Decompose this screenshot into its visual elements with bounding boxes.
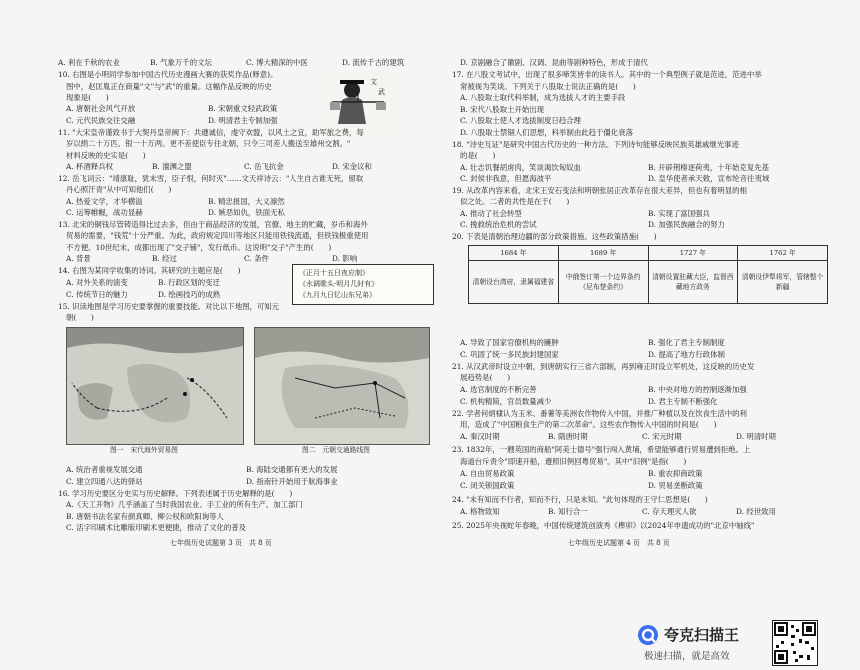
exam-page: A. 利在千秋的农业 B. 气象万千的文坛 C. 博大精深的中医 D. 流传千古的建筑 10. 右图是小明同学参加中国古代历史漫画大赛的获奖作品(释意)。 图中，赵匡胤正在商量"文"与"武"的重量。这幅作品反映的历史 现象是( ) A. 唐朝社会风气开放 B. 宋朝重文轻武政策 C. 元代民族交往交融 D. 明清君主专制加强 文 武 11. "大宋皇帝谨致书于大契丹皇帝阙下：共遵诚信，虔守欢盟，以风土之宜，助军旅之费，每 岁以绢二十万匹、银一十万两。更不差使臣专往北朝，只令三司差人搬送至雄州交割。" 材料反映的史实是( ) A. 杯酒释兵权 B. 澶渊之盟 C. 岳飞抗金 D. 宋金议和 12. 岳飞词云："靖康耻，犹未雪，臣子恨，何时灭"……文天祥诗云："人生自古谁无死，留取 丹心照汗青"从中可知他们( ) A. 热爱文学，才华横溢 B. 精忠报国，大义凛然 C. 运筹帷幄，战功显赫 D. 嫉恶如仇，铁面无私 13. 北宋的铜钱尽管铸造得比过去多，但由于商品经济的发展，官僚、地主的贮藏，岁币和海外 贸易的需要，"钱荒"十分严重。为此，政府规定四川等地区只能用铁钱流通，但铁钱极重使用 不方便。10世纪末，成都出现了"交子铺"，发行纸币。这说明"交子"产生的( ) A. 背景 B. 经过 C. 条件 D. 影响 14. 右图为某同学收集的诗词。其研究的主题应是( ) A. 对外关系的演变 B. 行政区划的变迁 C. 传统节日的魅力 D. 绘画技巧的成熟 《正月十五日夜应制》 《水调歌头·明月几时有》 《九月九日忆山东兄弟》 15. 识读地图是学习历史要掌握的重要技能。对比以下地图，可知元 朝( ) 图一 宋代海外贸易图 图二 元朝交通路线图 A. 统治者重视发展交通 B. 海陆交通都有更大的发展 C. 建立四通八达的驿站 D. 指南针开始用于航海事业 16. 学习历史要区分史实与历史解释。下列表述属于历史解释的是( ) A.《天工开物》几乎涵盖了当时我国农业、手工业的所有生产、加工部门 B. 唐朝书法名家有颜真卿、柳公权和欧阳询等人 C. 活字印刷术比雕版印刷术更便捷，推动了文化的普及 七年级历史试题第 3 页 共 8 页 D. 京剧融合了徽剧、汉调、昆曲等剧种特色，形成于清代 17. 在八股文考试中，出现了很多啼笑皆非的读书人。其中的一个典型例子就是范进，范进中举 常被视为笑谈。下列关于八股取士说法正确的是( ) A. 八股取士取代科举制，成为选拔人才的主要手段 B. 宋代八股取士开始出现 C. 八股取士使人才选拔制度日趋合理 D. 八股取士禁锢人们思想，科举制由此趋于僵化衰落 18. "诗史互证"是研究中国古代历史的一种方法。下列诗句能够反映民族英雄戚继光事迹 的是( ) A. 壮志饥餐胡虏肉，笑谈渴饮匈奴血 B. 开辟荆榛逐荷夷，十年始克复先基 C. 封侯非我意，但愿海波平 D. 皇华使者承天敕，宣布纶音往夷域 19. 从改革内容来看，北宋王安石变法和明朝张居正改革存在很大差异，但也有着明显的相 似之处。二者的共性是在于( ) A. 推动了社会转型 B. 实现了富国强兵 C. 挽救统治危机的尝试 D. 加强民族融合的努力 20. 下表是清朝治理边疆的部分政策措施。这些政策措施( ) 1684 年 1689 年 1727 年 1762 年 清朝设台湾府，隶属福建省 中俄签订第一个边界条约《尼布楚条约》 清朝设置驻藏大臣，监督西藏地方政务 清朝设伊犁将军，管辖整个新疆 A. 导致了国家官僚机构的臃肿 B. 强化了君主专制制度 C. 巩固了统一多民族封建国家 D. 提高了地方行政体制 21. 从汉武帝时设立中朝，到唐朝实行三省六部制，再到雍正时设立军机处，这反映的历史发 展趋势是( ) A. 选官制度的不断完善 B. 中央对地方的控制逐渐加强 C. 机构精简，官员数量减少 D. 君主专制不断强化 22. 学者何炳棣认为玉米、番薯等美洲农作物传入中国，并推广种植以及在饮食生活中的利 用，造成了"中国粮食生产的第二次革命"。这些农作物传入中国的时间是( ) A. 秦汉时期 B. 隋唐时期 C. 宋元时期 D. 明清时期 23. 1832年，一艘英国的商船"阿美士德号"强行闯入黄埔，希望能够通行贸易遭到拒绝。上 海道台斥责令"即速开船，遵照旧例回粤贸易"。其中"旧例"是指( ) A. 自由贸易政策 B. 重农抑商政策 C. 闭关锁国政策 D. 贸易垄断政策 24. "未有知而不行者，知而不行，只是未知。"此句体现的王守仁思想是( ) A. 格物致知 B. 知行合一 C. 存天理灭人欲 D. 经世致用 25. 2025年央视蛇年春晚，中国传统建筑创演秀《榫卯》以2024年申遗成功的"北京中轴线" 七年级历史试题第 4 页 共 8 页 夸克扫描王 极速扫描，就是高效 (0, 0, 860, 670)
q13-options: A. 背景 B. 经过 C. 条件 D. 影响 (66, 254, 358, 263)
q12-stem: 12. 岳飞词云："靖康耻，犹未雪，臣子恨，何时灭"……文天祥诗云："人生自古谁无死，留取 (58, 174, 364, 183)
qr-code-icon (773, 621, 817, 665)
right-page-footer: 七年级历史试题第 4 页 共 8 页 (568, 539, 670, 547)
svg-text:武: 武 (378, 88, 385, 96)
scanner-slogan: 极速扫描，就是高效 (644, 651, 730, 662)
map1-caption: 图一 宋代海外贸易图 (110, 446, 178, 454)
song-trade-map (66, 327, 244, 445)
border-policy-table (468, 245, 828, 304)
q14-stem: 14. 右图为某同学收集的诗词。其研究的主题应是( ) (58, 266, 241, 275)
yuan-transport-map (254, 327, 430, 445)
q24-stem: 24. "未有知而不行者，知而不行，只是未知。"此句体现的王守仁思想是( ) (452, 495, 708, 504)
song-trade-map-drawing (67, 328, 243, 444)
q15-stem: 15. 识读地图是学习历史要掌握的重要技能。对比以下地图，可知元 (58, 302, 280, 311)
q18-stem: 18. "诗史互证"是研究中国古代历史的一种方法。下列诗句能够反映民族英雄戚继光事迹 (452, 140, 739, 149)
q22-stem: 22. 学者何炳棣认为玉米、番薯等美洲农作物传入中国，并推广种植以及在饮食生活中的利 (452, 409, 747, 418)
q24-options: A. 格物致知 B. 知行合一 C. 存天理灭人欲 D. 经世致用 (460, 507, 776, 516)
q21-stem: 21. 从汉武帝时设立中朝，到唐朝实行三省六部制，再到雍正时设立军机处，这反映的历史发 (452, 362, 755, 371)
q10-stem: 10. 右图是小明同学参加中国古代历史漫画大赛的获奖作品(释意)。 (58, 70, 278, 79)
q25-stem: 25. 2025年央视蛇年春晚，中国传统建筑创演秀《榫卯》以2024年申遗成功的"北京中轴线" (452, 521, 755, 530)
cartoon-illustration (326, 72, 392, 134)
poem-list-box: 《正月十五日夜应制》 《水调歌头·明月几时有》 《九月九日忆山东兄弟》 (292, 264, 434, 305)
q16-stem: 16. 学习历史要区分史实与历史解释。下列表述属于历史解释的是( ) (58, 489, 293, 498)
left-page-footer: 七年级历史试题第 3 页 共 8 页 (170, 539, 272, 547)
table-row: 1684 年 1689 年 1727 年 1762 年 (469, 246, 828, 261)
q13-stem: 13. 北宋的铜钱尽管铸造得比过去多，但由于商品经济的发展，官僚、地主的贮藏，岁币和海外 (58, 220, 368, 229)
map2-caption: 图二 元朝交通路线图 (302, 446, 370, 454)
q11-options: A. 杯酒释兵权 B. 澶渊之盟 C. 岳飞抗金 D. 宋金议和 (66, 162, 372, 171)
q22-options: A. 秦汉时期 B. 隋唐时期 C. 宋元时期 D. 明清时期 (460, 432, 776, 441)
qr-code (772, 620, 818, 666)
scanner-name: 夸克扫描王 (664, 626, 740, 644)
q19-stem: 19. 从改革内容来看，北宋王安石变法和明朝张居正改革存在很大差异，但也有着明显的相 (452, 186, 747, 195)
q23-stem: 23. 1832年，一艘英国的商船"阿美士德号"强行闯入黄埔，希望能够通行贸易遭到拒绝。上 (452, 445, 751, 454)
scanner-watermark (637, 622, 757, 662)
svg-text:文: 文 (370, 78, 377, 86)
yuan-transport-map-drawing (255, 328, 429, 444)
scanner-logo-icon (637, 624, 659, 646)
zhao-kuangyin-cartoon (326, 72, 392, 134)
q9-options: A. 利在千秋的农业 B. 气象万千的文坛 C. 博大精深的中医 D. 流传千古的建筑 (58, 58, 405, 67)
table-row: 清朝设台湾府，隶属福建省 中俄签订第一个边界条约《尼布楚条约》 清朝设置驻藏大臣，监督西藏地方政务 清朝设伊犁将军，管辖整个新疆 (469, 261, 828, 304)
q20-stem: 20. 下表是清朝治理边疆的部分政策措施。这些政策措施( ) (452, 232, 657, 241)
q17-stem: 17. 在八股文考试中，出现了很多啼笑皆非的读书人。其中的一个典型例子就是范进，范进中举 (452, 70, 762, 79)
q11-stem: 11. "大宋皇帝谨致书于大契丹皇帝阙下：共遵诚信，虔守欢盟，以风土之宜，助军旅之费，每 (58, 128, 364, 137)
